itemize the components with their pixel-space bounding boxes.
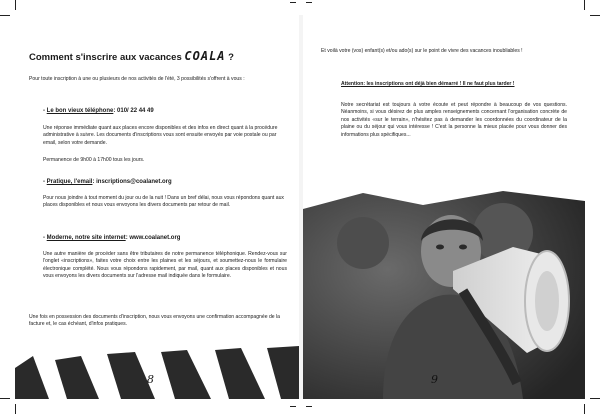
page-number-left: 8 <box>147 373 154 386</box>
attention-notice: Attention: les inscriptions ont déjà bien démarré ! Il ne faut plus tarder ! <box>341 81 515 87</box>
web-heading: - Moderne, notre site internet: www.coalanet.org <box>43 235 181 241</box>
crop-mark <box>584 404 585 414</box>
crop-mark <box>15 404 16 414</box>
crop-mark <box>584 0 585 10</box>
title-suffix: ? <box>228 52 234 63</box>
crop-mark <box>590 15 600 16</box>
email-address: : inscriptions@coalanet.org <box>92 179 172 185</box>
decorative-stripes <box>15 346 299 399</box>
closing-paragraph: Une fois en possession des documents d'inscription, nous vous envoyons une confirmation accompagnée de la facture et, le cas échéant, d'infos pratiques. <box>29 314 280 328</box>
phone-hours: Permanence de 9h00 à 17h00 tous les jours. <box>43 157 145 163</box>
intro-paragraph: Pour toute inscription à une ou plusieurs de nos activités de l'été, 3 possibilités s'offrent à vous : <box>29 76 245 82</box>
page-title <box>29 49 234 63</box>
brand-name: COALA <box>184 49 226 63</box>
crop-mark <box>15 0 16 10</box>
email-heading: - Pratique, l'email: inscriptions@coalanet.org <box>43 179 172 185</box>
crop-mark <box>0 15 10 16</box>
email-label: Pratique, l'email <box>46 179 93 185</box>
phone-label: Le bon vieux téléphone <box>46 108 114 114</box>
email-body: Pour nous joindre à tout moment du jour ou de la nuit ! Dans un bref délai, nous vous répondons quant aux places disponibles et nous vous envoyons les divers documents par retour de mail. <box>43 195 284 209</box>
crop-mark <box>306 2 312 3</box>
left-page <box>15 15 299 399</box>
phone-heading: - Le bon vieux téléphone: 010/ 22 44 49 <box>43 108 154 114</box>
crop-mark <box>0 398 10 399</box>
title-prefix: Comment s'inscrire aux vacances <box>29 52 182 63</box>
crop-mark <box>306 406 312 407</box>
right-intro: Et voilà votre (vos) enfant(s) et/ou ado(s) sur le point de vivre des vacances inoubliables ! <box>321 48 523 54</box>
crop-mark <box>290 406 296 407</box>
page-number-right: 9 <box>431 373 438 386</box>
phone-body: Une réponse immédiate quant aux places encore disponibles et des infos en direct quant à la procédure administrative à suivre. Les documents d'inscriptions vous sont ensuite envoyés par voie postale ou par email, selon votre demande. <box>43 125 278 146</box>
photo-graphic <box>303 183 585 399</box>
right-page <box>303 15 585 399</box>
stripes-graphic <box>15 346 299 399</box>
phone-number: : 010/ 22 44 49 <box>113 108 154 114</box>
megaphone-photo <box>303 183 585 399</box>
web-address: : www.coalanet.org <box>125 235 181 241</box>
crop-mark <box>590 398 600 399</box>
right-body: Notre secrétariat est toujours à votre écoute et peut répondre à beaucoup de vos questions. Néanmoins, si vous désirez de plus amples renseignements concernant l'organisation concrète de nos activités «sur le terrain», n'hésitez pas à demander les coordonnées du coordinateur de la plaine ou du séjour qui vous intéresse ! C'est la personne la mieux placée pour vous donner des informations plus spécifiques... <box>341 102 567 138</box>
web-label: Moderne, notre site internet <box>46 235 126 241</box>
crop-mark <box>290 2 296 3</box>
web-body: Une autre manière de procéder sans être tributaires de notre permanence téléphonique. Rendez-vous sur l'onglet «inscriptions», faites votre choix entre les plaines et les séjours, et soumettez-nous le formulaire électronique complété. Nous vous répondons rapidement, par mail, quant aux places disponibles et nous vous envoyons les divers documents sur l'adresse mail indiquée dans le formulaire. <box>43 251 287 280</box>
